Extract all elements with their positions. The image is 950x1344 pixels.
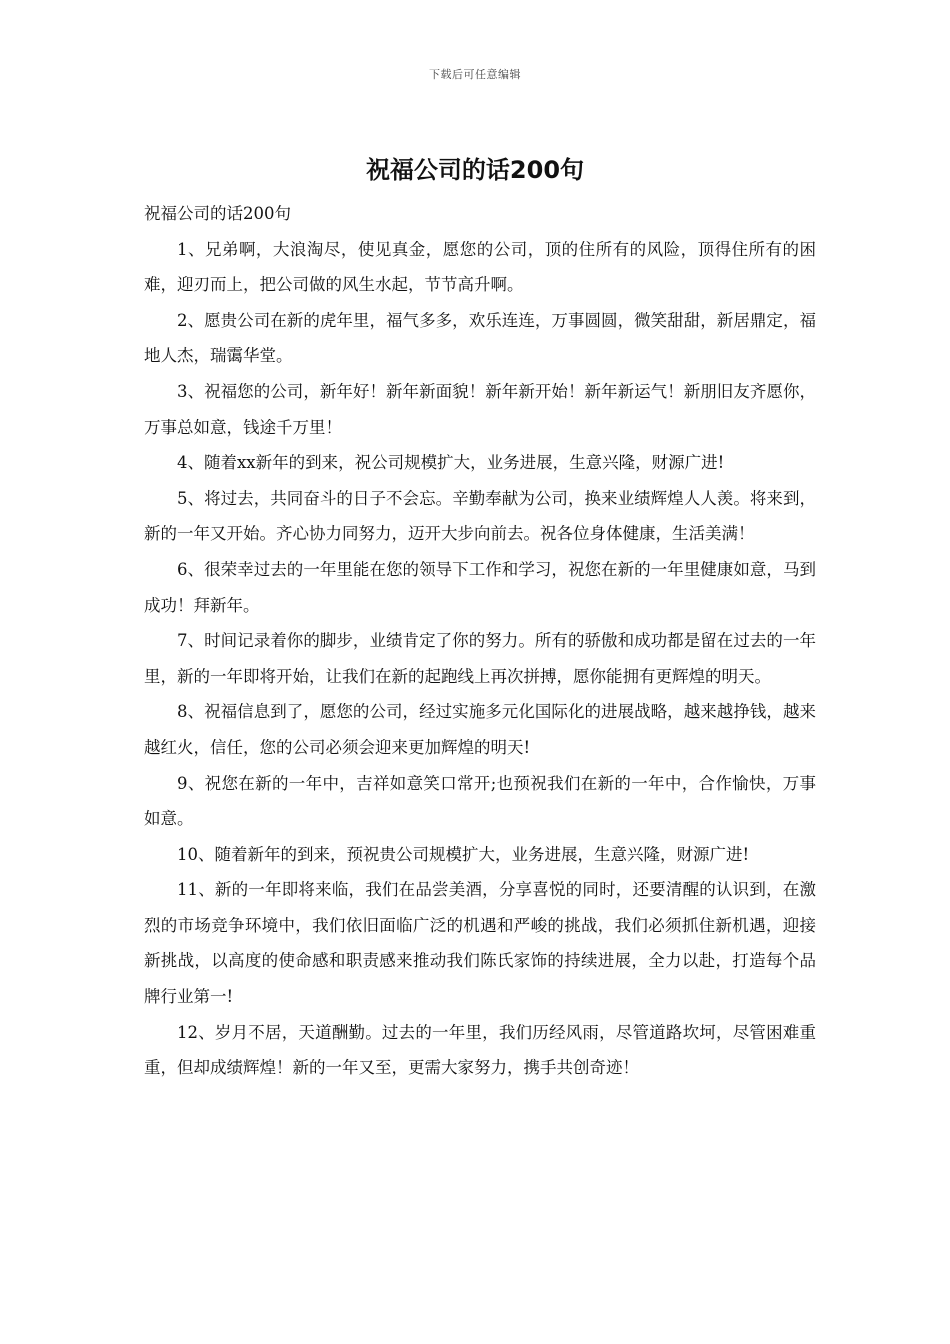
paragraph: 12、岁月不居，天道酬勤。过去的一年里，我们历经风雨，尽管道路坎坷，尽管困难重重，但却成绩辉煌！新的一年又至，更需大家努力，携手共创奇迹！ <box>144 1022 816 1078</box>
paragraph: 8、祝福信息到了，愿您的公司，经过实施多元化国际化的进展战略，越来越挣钱，越来越红火，信任，您的公司必须会迎来更加辉煌的明天! <box>144 702 816 757</box>
paragraph: 1、兄弟啊，大浪淘尽，使见真金，愿您的公司，顶的住所有的风险，顶得住所有的困难，迎刃而上，把公司做的风生水起，节节高升啊。 <box>144 239 816 295</box>
paragraph: 10、随着新年的到来，预祝贵公司规模扩大，业务进展，生意兴隆，财源广进! <box>177 844 750 864</box>
paragraph: 11、新的一年即将来临，我们在品尝美酒，分享喜悦的同时，还要清醒的认识到，在激烈的市场竞争环境中，我们依旧面临广泛的机遇和严峻的挑战，我们必须抓住新机遇，迎接新挑战，以高度的使命感和职责感来推动我们陈氏家饰的持续进展，全力以赴，打造每个品牌行业第一! <box>144 880 816 1007</box>
paragraph: 3、祝福您的公司，新年好！新年新面貌！新年新开始！新年新运气！新朋旧友齐愿你，万事总如意，钱途千万里！ <box>144 381 816 437</box>
paragraph: 2、愿贵公司在新的虎年里，福气多多，欢乐连连，万事圆圆，微笑甜甜，新居鼎定，福地人杰，瑞霭华堂。 <box>144 310 816 366</box>
paragraph: 5、将过去，共同奋斗的日子不会忘。辛勤奉献为公司，换来业绩辉煌人人羡。将来到，新的一年又开始。齐心协力同努力，迈开大步向前去。祝各位身体健康，生活美满！ <box>144 488 816 544</box>
paragraph: 4、随着xx新年的到来，祝公司规模扩大，业务进展，生意兴隆，财源广进! <box>177 453 725 473</box>
paragraph: 9、祝您在新的一年中，吉祥如意笑口常开;也预祝我们在新的一年中，合作愉快，万事如意。 <box>144 773 816 829</box>
paragraph: 6、很荣幸过去的一年里能在您的领导下工作和学习，祝您在新的一年里健康如意，马到成功！拜新年。 <box>144 559 816 615</box>
paragraph: 7、时间记录着你的脚步，业绩肯定了你的努力。所有的骄傲和成功都是留在过去的一年里，新的一年即将开始，让我们在新的起跑线上再次拼搏，愿你能拥有更辉煌的明天。 <box>144 631 816 686</box>
document-subtitle: 祝福公司的话200句 <box>144 204 291 223</box>
header-note: 下载后可任意编辑 <box>429 68 521 81</box>
document-body <box>144 196 816 1086</box>
document-title: 祝福公司的话200句 <box>365 156 585 184</box>
